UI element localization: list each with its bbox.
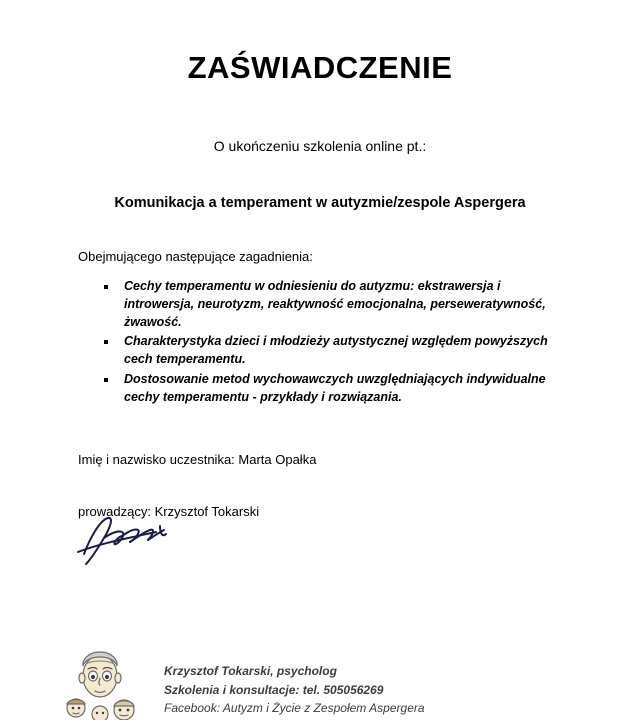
- footer-phone-line: Szkolenia i konsultacje: tel. 505056269: [164, 682, 384, 697]
- signature-image: [70, 508, 180, 578]
- topics-list: [118, 278, 570, 406]
- topic-item: ▪ Dostosowanie metod wychowawczych uwzględniających indywidualne cechy temperamentu - przykłady i rozwiązania.: [118, 371, 570, 407]
- certificate-page: [0, 50, 640, 716]
- footer: [62, 650, 425, 720]
- topic-item: ▪ Cechy temperamentu w odniesieniu do autyzmu: ekstrawersja i introwersja, neurotyzm, reaktywność emocjonalna, perseweratywność, żwawość.: [118, 278, 570, 331]
- topics-intro: Obejmującego następujące zagadnienia:: [78, 249, 313, 264]
- trainer-signature: [70, 508, 180, 578]
- topic-item: ▪ Charakterystyka dzieci i młodzieży autystycznej względem powyższych cech temperamentu.: [118, 333, 570, 369]
- course-title: Komunikacja a temperament w autyzmie/zespole Aspergera: [114, 195, 526, 211]
- footer-name-line: Krzysztof Tokarski, psycholog: [164, 664, 337, 678]
- participant-line: Imię i nazwisko uczestnika: Marta Opałka: [78, 452, 317, 468]
- certificate-subtitle: O ukończeniu szkolenia online pt.:: [213, 138, 427, 154]
- trainer-line: prowadzący: Krzysztof Tokarski: [78, 504, 260, 520]
- footer-facebook-line: Facebook: Autyzm i Życie z Zespołem Aspergera: [164, 701, 425, 716]
- cartoon-portrait-image: [62, 650, 146, 720]
- footer-contact-block: [164, 662, 425, 718]
- certificate-title: ZAŚWIADCZENIE: [187, 50, 453, 85]
